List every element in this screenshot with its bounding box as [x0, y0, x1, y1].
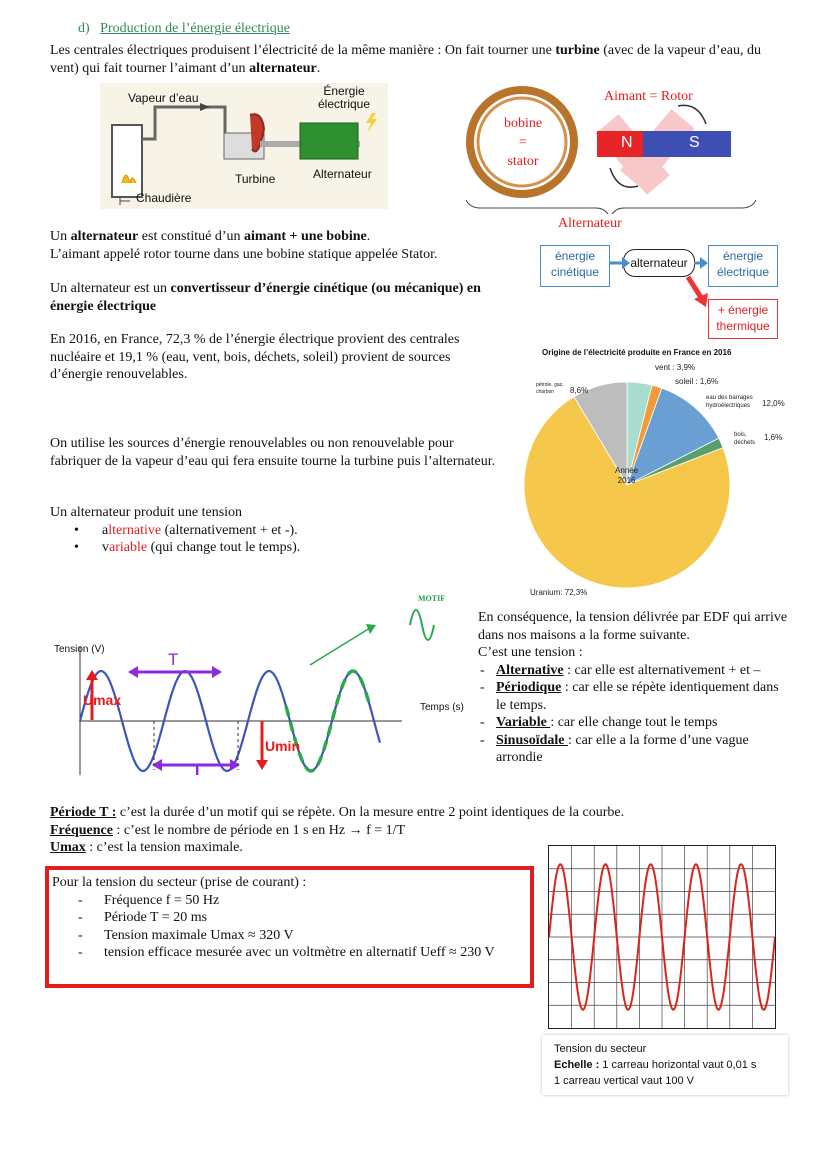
label-vent: vent : 3,9%	[655, 363, 696, 372]
label-temps-axis: Temps (s)	[420, 702, 464, 713]
edf-item: - Variable : car elle change tout le temps	[480, 714, 788, 732]
label-aimant-rotor: Aimant = Rotor	[604, 89, 693, 104]
magnet-north: N	[621, 134, 633, 151]
secteur-item: - Tension maximale Umax ≈ 320 V	[52, 927, 530, 945]
label-bois: bois, déchets	[734, 432, 756, 446]
label-eau-value: 12,0%	[762, 399, 785, 408]
label-bois-value: 1,6%	[764, 433, 783, 442]
para-alternateur: Un alternateur est constitué d’un aimant + une bobine. L’aimant appelé rotor tourne dans une bobine statique appelée Stator.	[50, 229, 438, 262]
label-energie-electrique: Énergie électrique	[318, 84, 371, 111]
chart-center-label: Année 2016	[615, 466, 639, 485]
def-umax: Umax : c’est la tension maximale.	[50, 840, 243, 855]
tension-item: • alternative (alternativement + et -).	[50, 522, 500, 540]
chart-title: Origine de l’électricité produite en France en 2016	[542, 348, 732, 357]
section-heading	[78, 20, 290, 38]
steam-plant-diagram	[100, 83, 388, 209]
label-alternateur-d1: Alternateur	[313, 167, 372, 181]
alternator-diagram	[466, 84, 756, 234]
label-T-bottom: T	[192, 760, 203, 779]
secteur-box	[45, 866, 534, 988]
secteur-title: Pour la tension du secteur (prise de courant) :	[52, 875, 307, 890]
box-energie-thermique: + énergie thermique	[708, 299, 778, 339]
label-bobine-stator: bobine = stator	[503, 116, 543, 169]
edf-item: - Sinusoïdale : car elle a la forme d’une vague arrondie	[480, 732, 788, 767]
label-uranium: Uranium: 72,3%	[530, 588, 588, 597]
magnet-south: S	[689, 134, 700, 151]
oscilloscope	[548, 845, 776, 1029]
label-turbine: Turbine	[235, 172, 276, 186]
section-letter: d)	[78, 21, 90, 36]
edf-line1: En conséquence, la tension délivrée par EDF qui arrive dans nos maisons a la forme suivante.	[478, 610, 788, 643]
def-frequence: Fréquence : c’est le nombre de période en 1 s en Hz → f = 1/T	[50, 822, 406, 838]
wave-svg	[50, 590, 475, 790]
label-vapeur: Vapeur d’eau	[128, 91, 199, 105]
secteur-item: - Période T = 20 ms	[52, 909, 530, 927]
label-umax: Umax	[83, 692, 122, 708]
def-periode: Période T : c’est la durée d’un motif qui se répète. On la mesure entre 2 point identiques de la courbe.	[50, 805, 625, 820]
label-umin: Umin	[265, 738, 300, 754]
osc-vertical: 1 carreau vertical vaut 100 V	[554, 1075, 695, 1087]
tension-intro: Un alternateur produit une tension	[50, 505, 243, 520]
edf-item: - Alternative : car elle est alternativement + et –	[480, 662, 788, 680]
para-2016: En 2016, en France, 72,3 % de l’énergie électrique provient des centrales nucléaire et 19,1 % (eau, vent, bois, déchets, soleil) provient de sources d’énergie renouvelables.	[50, 332, 460, 382]
label-petrole: pétrole, gaz, charbon	[536, 382, 564, 395]
para-sources: On utilise les sources d’énergie renouvelables ou non renouvelable pour fabriquer de la vapeur d’eau qui fera ensuite tourne la turbine puis l’alternateur.	[50, 436, 496, 469]
para-tension	[50, 504, 500, 557]
osc-title: Tension du secteur	[554, 1043, 647, 1055]
edf-line2: C’est une tension :	[478, 645, 583, 660]
label-eau: eau des barrages hydroélectriques	[706, 395, 753, 409]
oscilloscope-screen	[549, 846, 775, 1028]
label-tension-axis: Tension (V)	[54, 644, 105, 655]
secteur-item: - tension efficace mesurée avec un voltmètre en alternatif Ueff ≈ 230 V	[52, 944, 530, 962]
wave-diagram	[50, 590, 475, 790]
oscilloscope-legend	[542, 1035, 788, 1095]
section-title: Production de l’énergie électrique	[100, 21, 291, 36]
flow-arrows	[608, 255, 718, 315]
osc-echelle: Echelle : 1 carreau horizontal vaut 0,01 s	[554, 1059, 757, 1071]
pie-chart	[522, 346, 802, 601]
para-convertisseur: Un alternateur est un convertisseur d’énergie cinétique (ou mécanique) en énergie électrique	[50, 281, 481, 314]
label-petrole-value: 8,6%	[570, 386, 589, 395]
label-alternateur-d2: Alternateur	[558, 216, 622, 231]
label-chaudiere: Chaudière	[136, 191, 192, 205]
box-energie-electrique: énergie électrique	[708, 245, 778, 287]
label-T-top: T	[168, 650, 179, 669]
label-motif: MOTIF	[418, 594, 446, 603]
edf-item: - Périodique : car elle se répète identiquement dans le temps.	[480, 679, 788, 714]
tension-item: • variable (qui change tout le temps).	[50, 539, 500, 557]
box-alternateur: alternateur	[623, 249, 695, 277]
box-energie-cinetique: énergie cinétique	[540, 245, 610, 287]
intro-paragraph: Les centrales électriques produisent l’électricité de la même manière : On fait tourner une turbine (avec de la vapeur d’eau, du vent) qui fait tourner l’aimant d’un alternateur.	[50, 43, 761, 76]
label-soleil: soleil : 1,6%	[675, 377, 719, 386]
secteur-item: - Fréquence f = 50 Hz	[52, 892, 530, 910]
edf-text	[478, 609, 788, 767]
